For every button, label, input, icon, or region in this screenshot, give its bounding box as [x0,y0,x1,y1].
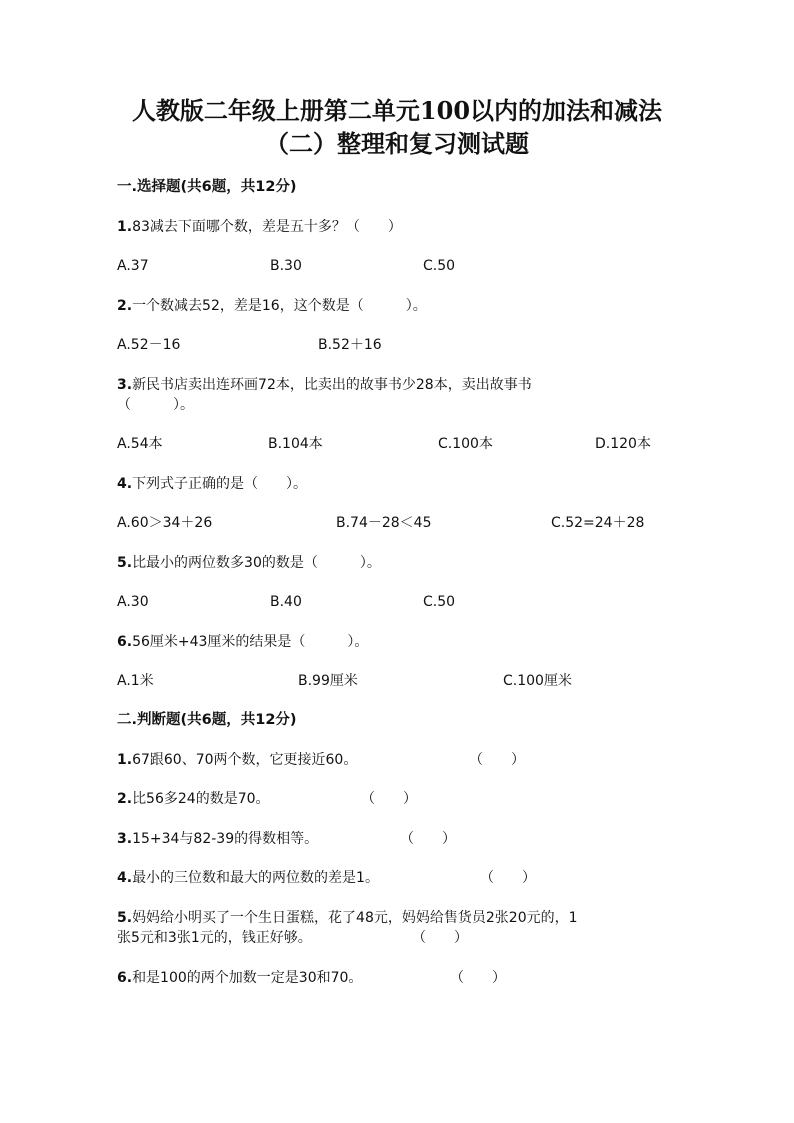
question-text: 56厘米+43厘米的结果是（ ）。 [132,634,369,650]
choice-option-1c: C.50 [423,258,456,274]
section-heading-judgement: 二.判断题(共6题，共12分) [117,712,297,728]
choice-option-4a: A.60＞34＋26 [117,515,213,531]
question-number: 1. [117,752,133,768]
question-number: 4. [117,870,133,886]
judgement-question-2 [117,789,270,809]
question-number: 4. [117,476,133,492]
question-number: 3. [117,377,133,393]
judgement-question-6 [117,968,362,988]
question-text: 比最小的两位数多30的数是（ ）。 [132,555,381,571]
choice-option-4b: B.74－28＜45 [336,515,432,531]
question-text: 妈妈给小明买了一个生日蛋糕，花了48元，妈妈给售货员2张20元的，1 [132,910,578,926]
question-number: 6. [117,634,133,650]
question-text: 最小的三位数和最大的两位数的差是1。 [132,870,379,886]
choice-option-2b: B.52＋16 [318,337,382,353]
choice-option-5a: A.30 [117,594,149,610]
answer-parentheses: （ ） [400,831,456,847]
question-number: 5. [117,555,133,571]
question-number: 2. [117,791,133,807]
choice-option-4c: C.52=24＋28 [551,515,645,531]
answer-parentheses: （ ） [450,970,506,986]
question-text: 和是100的两个加数一定是30和70。 [132,970,363,986]
question-text: 新民书店卖出连环画72本，比卖出的故事书少28本，卖出故事书 [132,377,532,393]
question-text: 一个数减去52，差是16，这个数是（ ）。 [132,298,427,314]
question-number: 5. [117,910,133,926]
question-number: 1. [117,219,133,235]
choice-option-2a: A.52－16 [117,337,181,353]
question-text: 比56多24的数是70。 [132,791,270,807]
judgement-question-4 [117,868,379,888]
question-text: 下列式子正确的是（ ）。 [132,476,308,492]
judgement-question-1 [117,750,357,770]
question-text: 83减去下面哪个数，差是五十多？（ ） [132,219,402,235]
choice-question-1 [117,217,402,237]
page-title-line2: （二）整理和复习测试题 [265,129,529,158]
question-text: 67跟60、70两个数，它更接近60。 [132,752,358,768]
choice-option-6b: B.99厘米 [298,673,358,689]
choice-question-6 [117,632,368,652]
page-title-line1: 人教版二年级上册第二单元100以内的加法和减法 [131,96,663,125]
judgement-question-5 [117,908,578,928]
question-number: 6. [117,970,133,986]
question-text: 15+34与82-39的得数相等。 [132,831,319,847]
choice-question-3-continued: （ ）。 [117,397,194,413]
question-number: 2. [117,298,133,314]
answer-parentheses: （ ） [469,752,525,768]
choice-question-4 [117,474,307,494]
choice-option-6a: A.1米 [117,673,154,689]
choice-option-3d: D.120本 [595,436,651,452]
choice-option-3b: B.104本 [268,436,323,452]
choice-question-5 [117,553,381,573]
choice-option-5b: B.40 [270,594,302,610]
section-heading-choice: 一.选择题(共6题，共12分) [117,179,297,195]
judgement-question-3 [117,829,318,849]
choice-option-1a: A.37 [117,258,149,274]
answer-parentheses: （ ） [412,930,468,946]
choice-option-1b: B.30 [270,258,302,274]
choice-question-2 [117,296,427,316]
question-number: 3. [117,831,133,847]
choice-option-6c: C.100厘米 [503,673,572,689]
choice-question-3 [117,375,532,395]
choice-option-3c: C.100本 [438,436,493,452]
answer-parentheses: （ ） [480,870,536,886]
judgement-question-5-continued: 张5元和3张1元的，钱正好够。 [117,930,312,946]
choice-option-3a: A.54本 [117,436,163,452]
choice-option-5c: C.50 [423,594,456,610]
answer-parentheses: （ ） [361,791,417,807]
